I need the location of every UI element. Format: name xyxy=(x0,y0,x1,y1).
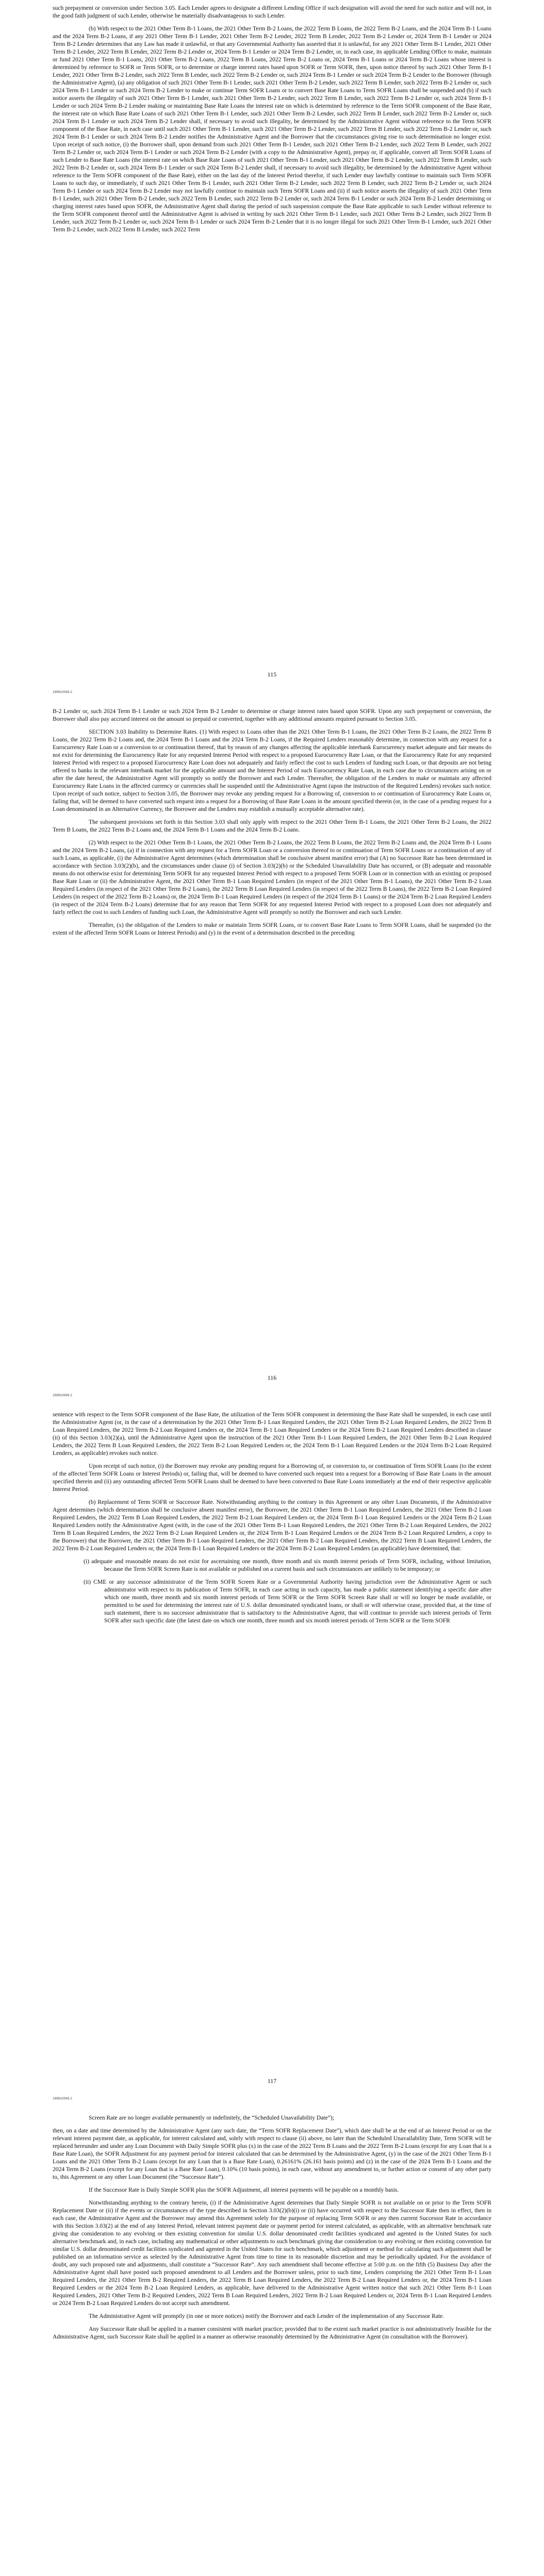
paragraph: (ii) CME or any successor administrator of the Term SOFR Screen Rate or a Governmental Authority having jurisdiction over the Administrative Agent or such administrator with respect to its publication of Term SOFR, in each case acting in such capacity, has made a public statement identifying a specific date after which one month, three month and six month interest periods of Term SOFR or the Term SOFR Screen Rate shall or will no longer be made available, or permitted to be used for determining the interest rate of U.S. dollar denominated syndicated loans, or shall or will otherwise cease, provided that, at the time of such statement, there is no successor administrator that is satisfactory to the Administrative Agent, that will continue to provide such interest periods of Term SOFR after such specific date (the latest date on which one month, three month and six month interest periods of Term SOFR or the Term SOFR xyxy=(84,1579,491,1624)
footer-doc-id: 199910049.2 xyxy=(53,690,72,694)
page-118 xyxy=(0,2110,544,2576)
footer-doc-id: 199910049.2 xyxy=(53,2097,72,2100)
paragraph: The Administrative Agent will promptly (in one or more notices) notify the Borrower and each Lender of the implementation of any Successor Rate. xyxy=(89,2313,444,2319)
paragraph: (i) adequate and reasonable means do not exist for ascertaining one month, three month and six month interest periods of Term SOFR, including, without limitation, because the Term SOFR Screen Rate is not available or published on a current basis and such circumstances are unlikely to be temporary; or xyxy=(84,1558,491,1572)
paragraph: (b) Replacement of Term SOFR or Successor Rate. Notwithstanding anything to the contrary in this Agreement or any other Loan Documents, if the Administrative Agent determines (which determination shall be conclusive absent manifest error), the Borrower, the 2021 Other Term B-1 Loan Required Lenders, the 2021 Other Term B-2 Loan Required Lenders, the 2022 Term B Loan Required Lenders, the 2022 Term B-2 Loan Required Lenders or, the 2024 Term B-1 Loan Required Lenders or the 2024 Term B-2 Loan Required Lenders notify the Administrative Agent (with, in the case of the 2021 Other Term B-1 Loan Required Lenders, the 2021 Other Term B-2 Loan Required Lenders, the 2022 Term B Loan Required Lenders, the 2022 Term B-2 Loan Required Lenders or, the 2024 Term B-1 Loan Required Lenders or the 2024 Term B-2 Loan Required Lenders, a copy to the Borrower) that the Borrower, the 2021 Other Term B-1 Loan Required Lenders, the 2021 Other Term B-2 Loan Required Lenders, the 2022 Term B Loan Required Lenders, the 2022 Term B-2 Loan Required Lenders or, the 2024 Term B-1 Loan Required Lenders or the 2024 Term B-2 Loan Required Lenders (as applicable) have determined, that: xyxy=(53,1499,491,1552)
footer-doc-id: 199910049.2 xyxy=(53,1394,72,1397)
paragraph: Any Successor Rate shall be applied in a manner consistent with market practice; provided that to the extent such market practice is not administratively feasible for the Administrative Agent, such Successor Rate shall be applied in a manner as otherwise reasonably determined by the Administrative Agent (in consultation with the Borrower). xyxy=(53,2326,491,2340)
paragraph: Thereafter, (x) the obligation of the Lenders to make or maintain Term SOFR Loans, or to convert Base Rate Loans to Term SOFR Loans, shall be suspended (to the extent of the affected Term SOFR Loans or Interest Periods) and (y) in the event of a determination described in the preceding xyxy=(53,922,491,936)
paragraph: (2) With respect to the 2021 Other Term B-1 Loans, the 2021 Other Term B-2 Loans, the 2022 Term B Loans, the 2022 Term B-2 Loans and, the 2024 Term B-1 Loans and the 2024 Term B-2 Loans, (a) if in connection with any request for a Term SOFR Loan or a conversion thereof to or continuation of Term SOFR Loans or a continuation of any of such Loans, as applicable, (i) the Administrative Agent determines (which determination shall be conclusive absent manifest error) that (A) no Successor Rate has been determined in accordance with Section 3.03(2)(b), and the circumstances under clause (i) of Section 3.03(2)(b) or the Scheduled Unavailability Date has occurred, or (B) adequate and reasonable means do not otherwise exist for determining Term SOFR for any requested Interest Period with respect to a proposed Term SOFR Loan or in connection with an existing or proposed Base Rate Loan or (ii) the Administrative Agent, the 2021 Other Term B-1 Loan Required Lenders (in respect of the 2021 Other Term B-1 Loans), the 2021 Other Term B-2 Loan Required Lenders (in respect of the 2021 Other Term B-2 Loans), the 2022 Term B Loan Required Lenders (in respect of the 2022 Term B Loans), the 2022 Term B-2 Loan Required Lenders (in respect of the 2022 Term B-2 Loans) or, the 2024 Term B-1 Loan Required Lenders (in respect of the 2024 Term B-1 Loans) or the 2024 Term B-2 Loan Required Lenders (in respect of the 2024 Term B-2 Loans) determine that for any reason that Term SOFR for any requested Interest Period with respect to a proposed Loan does not adequately and fairly reflect the cost to such Lenders of funding such Loan, the Administrative Agent will promptly so notify the Borrower and each such Lender. xyxy=(53,839,491,916)
page-number: 115 xyxy=(267,671,277,678)
paragraph: Upon receipt of such notice, (i) the Borrower may revoke any pending request for a Borrowing of, or conversion to, or continuation of Term SOFR Loans (to the extent of the affected Term SOFR Loans or Interest Periods) or, failing that, will be deemed to have converted such request into a request for a Borrowing of Base Rate Loans in the amount specified therein and (ii) any outstanding affected Term SOFR Loans shall be deemed to have been converted to Base Rate Loans immediately at the end of their respective applicable Interest Period. xyxy=(53,1463,491,1493)
paragraph: Notwithstanding anything to the contrary herein, (i) if the Administrative Agent determines that Daily Simple SOFR is not available on or prior to the Term SOFR Replacement Date or (ii) if the events or circumstances of the type described in Section 3.03(2)(b)(i) or (ii) have occurred with respect to the Successor Rate then in effect, then in each case, the Administrative Agent and the Borrower may amend this Agreement solely for the purpose of replacing Term SOFR or any then current Successor Rate in accordance with this Section 3.03(2) at the end of any Interest Period, relevant interest payment date or payment period for interest calculated, as applicable, with an alternative benchmark rate giving due consideration to any evolving or then existing convention for similar U.S. dollar denominated credit facilities syndicated and agented in the United States for such alternative benchmark and, in each case, including any mathematical or other adjustments to such benchmark giving due consideration to any evolving or then existing convention for similar U.S. dollar denominated credit facilities syndicated and agented in the United States for such benchmark, which adjustment or method for calculating such adjustment shall be published on an information service as selected by the Administrative Agent from time to time in its reasonable discretion and may be periodically updated. For the avoidance of doubt, any such proposed rate and adjustments, shall constitute a “Successor Rate”. Any such amendment shall become effective at 5:00 p.m. on the fifth (5) Business Day after the Administrative Agent shall have posted such proposed amendment to all Lenders and the Borrower unless, prior to such time, Lenders comprising the 2021 Other Term B-1 Loan Required Lenders, the 2021 Other Term B-2 Required Lenders, the 2022 Term B Loan Required Lenders, the 2022 Term B-2 Loan Required Lenders or, the 2024 Term B-1 Loan Required Lenders or the 2024 Term B-2 Loan Required Lenders, as applicable, have delivered to the Administrative Agent written notice that such 2021 Other Term B-1 Loan Required Lenders, 2021 Other Term B-2 Required Lenders, 2022 Term B Loan Required Lenders, 2022 Term B-2 Loan Required Lenders or, 2024 Term B-1 Loan Required Lenders or 2024 Term B-2 Loan Required Lenders do not accept such amendment. xyxy=(53,2199,491,2307)
page-number: 117 xyxy=(267,2077,277,2084)
paragraph: The subsequent provisions set forth in this Section 3.03 shall only apply with respect to the 2021 Other Term B-1 Loans, the 2021 Other Term B-2 Loans, the 2022 Term B Loans, the 2022 Term B-2 Loans and, the 2024 Term B-1 Loans and the 2024 Term B-2 Loans. xyxy=(53,819,491,833)
paragraph: (b) With respect to the 2021 Other Term B-1 Loans, the 2021 Other Term B-2 Loans, the 2022 Term B Loans, the 2022 Term B-2 Loans, and the 2024 Term B-1 Loans and the 2024 Term B-2 Loans, if any 2021 Other Term B-1 Lender, 2021 Other Term B-2 Lender, 2022 Term B Lender, 2022 Term B-2 Lender or, 2024 Term B-1 Lender or 2024 Term B-2 Lender determines that any Law has made it unlawful, or that any Governmental Authority has asserted that it is unlawful, for any 2021 Other Term B-1 Lender, 2021 Other Term B-2 Lender, 2022 Term B Lender, 2022 Term B-2 Lender or, 2024 Term B-1 Lender or 2024 Term B-2 Lender, or, in each case, its applicable Lending Office to make, maintain or fund 2021 Other Term B-1 Loans, 2021 Other Term B-2 Loans, 2022 Term B Loans, 2022 Term B-2 Loans or, 2024 Term B-1 Loans or 2024 Term B-2 Loans whose interest is determined by reference to SOFR or Term SOFR, or to determine or charge interest rates based upon SOFR or Term SOFR, then, upon notice thereof by such 2021 Other Term B-1 Lender, 2021 Other Term B-2 Lender, such 2022 Term B Lender, such 2022 Term B-2 Lender or, such 2024 Term B-1 Lender or such 2024 Term B-2 Lender to the Borrower (through the Administrative Agent), (a) any obligation of such 2021 Other Term B-1 Lender, such 2021 Other Term B-2 Lender, such 2022 Term B Lender, such 2022 Term B-2 Lender or, such 2024 Term B-1 Lender or such 2024 Term B-2 Lender to make or continue Term SOFR Loans or to convert Base Rate Loans to Term SOFR Loans shall be suspended and (b) if such notice asserts the illegality of such 2021 Other Term B-1 Lender, such 2021 Other Term B-2 Lender, such 2022 Term B Lender, such 2022 Term B-2 Lender or, such 2024 Term B-1 Lender or such 2024 Term B-2 Lender making or maintaining Base Rate Loans the interest rate on which is determined by reference to the Term SOFR component of the Base Rate, the interest rate on which Base Rate Loans of such 2021 Other Term B-1 Lender, such 2021 Other Term B-2 Lender, such 2022 Term B Lender, such 2022 Term B-2 Lender or, such 2024 Term B-1 Lender or such 2024 Term B-2 Lender shall, if necessary to avoid such illegality, be determined by the Administrative Agent without reference to the Term SOFR component of the Base Rate, in each case until such 2021 Other Term B-1 Lender, such 2021 Other Term B-2 Lender, such 2022 Term B Lender, such 2022 Term B-2 Lender or, such 2024 Term B-1 Lender or such 2024 Term B-2 Lender notifies the Administrative Agent and the Borrower that the circumstances giving rise to such determination no longer exist. Upon receipt of such notice, (i) the Borrower shall, upon demand from such 2021 Other Term B-1 Lender, such 2021 Other Term B-2 Lender, such 2022 Term B Lender, such 2022 Term B-2 Lender or, such 2024 Term B-1 Lender or such 2024 Term B-2 Lender (with a copy to the Administrative Agent), prepay or, if applicable, convert all Term SOFR Loans of such Lender to Base Rate Loans (the interest rate on which Base Rate Loans of such 2021 Other Term B-1 Lender, such 2021 Other Term B-2 Lender, such 2022 Term B Lender, such 2022 Term B-2 Lender or, such 2024 Term B-1 Lender or such 2024 Term B-2 Lender shall, if necessary to avoid such illegality, be determined by the Administrative Agent without reference to the Term SOFR component of the Base Rate), either on the last day of the Interest Period therefor, if such Lender may lawfully continue to maintain such Term SOFR Loans to such day, or immediately, if such 2021 Other Term B-1 Lender, such 2021 Other Term B-2 Lender, such 2022 Term B Lender, such 2022 Term B-2 Lender or, such 2024 Term B-1 Lender or such 2024 Term B-2 Lender may not lawfully continue to maintain such Term SOFR Loans and (ii) if such notice asserts the illegality of such 2021 Other Term B-1 Lender, such 2021 Other Term B-2 Lender, such 2022 Term B Lender, such 2022 Term B-2 Lender or, such 2024 Term B-1 Lender or such 2024 Term B-2 Lender determining or charging interest rates based upon SOFR, the Administrative Agent shall during the period of such suspension compute the Base Rate applicable to such Lender without reference to the Term SOFR component thereof until the Administrative Agent is advised in writing by such 2021 Other Term B-1 Lender, such 2021 Other Term B-2 Lender, such 2022 Term B Lender, such 2022 Term B-2 Lender or, such 2024 Term B-1 Lender or such 2024 Term B-2 Lender that it is no longer illegal for such 2021 Other Term B-1 Lender, such 2021 Other Term B-2 Lender, such 2022 Term B Lender, such 2022 Term xyxy=(53,25,491,233)
paragraph: then, on a date and time determined by the Administrative Agent (any such date, the “Term SOFR Replacement Date”), which date shall be at the end of an Interest Period or on the relevant interest payment date, as applicable, for interest calculated and, solely with respect to clause (ii) above, no later than the Scheduled Unavailability Date, Term SOFR will be replaced hereunder and under any Loan Document with Daily Simple SOFR plus (x) in the case of the 2022 Term B Loans and the 2022 Term B-2 Loans (except for any Loan that is a Base Rate Loan), the SOFR Adjustment for any payment period for interest calculated that can be determined by the Administrative Agent, (y) in the case of the 2021 Other Term B-1 Loans and the 2021 Other Term B-2 Loans (except for any Loan that is a Base Rate Loan), 0.26161% (26.161 basis points) and (z) in the case of the 2024 Term B-1 Loans and the 2024 Term B-2 Loans (except for any Loan that is a Base Rate Loan), 0.10% (10 basis points), in each case, without any amendment to, or further action or consent of any other party to, this Agreement or any other Loan Document (the “Successor Rate”). xyxy=(53,2127,491,2180)
paragraph: sentence with respect to the Term SOFR component of the Base Rate, the utilization of the Term SOFR component in determining the Base Rate shall be suspended, in each case until the Administrative Agent (or, in the case of a determination by the 2021 Other Term B-1 Loan Required Lenders, the 2021 Other Term B-2 Loan Required Lenders, the 2022 Term B Loan Required Lenders, the 2022 Term B-2 Loan Required Lenders or, the 2024 Term B-1 Loan Required Lenders or the 2024 Term B-2 Loan Required Lenders described in clause (ii) of this Section 3.03(2)(a), until the Administrative Agent upon the instruction of the 2021 Other Term B-1 Loan Required Lenders, the 2021 Other Term B-2 Loan Required Lenders, the 2022 Term B Loan Required Lenders, the 2022 Term B-2 Loan Required Lenders or, the 2024 Term B-1 Loan Required Lenders or the 2024 Term B-2 Loan Required Lenders, as applicable) revokes such notice. xyxy=(53,1411,491,1456)
page-116 xyxy=(0,703,544,1406)
paragraph: SECTION 3.03 Inability to Determine Rates. (1) With respect to Loans other than the 2021 Other Term B-1 Loans, the 2021 Other Term B-2 Loans, the 2022 Term B Loans, the 2022 Term B-2 Loans and, the 2024 Term B-1 Loans and the 2024 Term B-2 Loans, if the Required Lenders reasonably determine, in connection with any request for a Eurocurrency Rate Loan or a conversion to or continuation thereof, that by reason of any changes affecting the applicable interbank Eurocurrency market adequate and fair means do not exist for determining the Eurocurrency Rate for any requested Interest Period with respect to a proposed Eurocurrency Rate Loan, or that the Eurocurrency Rate for any requested Interest Period with respect to a proposed Eurocurrency Rate Loan does not adequately and fairly reflect the cost to such Lenders of funding such Loan, or that deposits are not being offered to banks in the relevant interbank market for the applicable amount and the Interest Period of such Eurocurrency Rate Loan, in each case due to circumstances arising on or after the date hereof, the Administrative Agent will promptly so notify the Borrower and each Lender. Thereafter, the obligation of the Lenders to make or maintain any affected Eurocurrency Rate Loans in the affected currency or currencies shall be suspended until the Administrative Agent (upon the instruction of the Required Lenders) revokes such notice. Upon receipt of such notice, subject to Section 3.05, the Borrower may revoke any pending request for a Borrowing of, conversion to or continuation of Eurocurrency Rate Loans or, failing that, will be deemed to have converted such request into a request for a Borrowing of Base Rate Loans in the amount specified therein (or, in the case of a pending request for a Loan denominated in an Alternative Currency, the Borrower and the Lenders may establish a mutually acceptable alternative rate). xyxy=(53,728,491,812)
paragraph: Screen Rate are no longer available permanently or indefinitely, the “Scheduled Unavailability Date”); xyxy=(89,2114,335,2121)
page-115 xyxy=(0,0,544,703)
page-number: 116 xyxy=(267,1374,277,1381)
page-117 xyxy=(0,1406,544,2110)
paragraph: such prepayment or conversion under Section 3.05. Each Lender agrees to designate a different Lending Office if such designation will avoid the need for such notice and will not, in the good faith judgment of such Lender, otherwise be materially disadvantageous to such Lender. xyxy=(53,5,491,19)
paragraph: If the Successor Rate is Daily Simple SOFR plus the SOFR Adjustment, all interest payments will be payable on a monthly basis. xyxy=(89,2187,399,2193)
paragraph: B-2 Lender or, such 2024 Term B-1 Lender or such 2024 Term B-2 Lender to determine or charge interest rates based upon SOFR. Upon any such prepayment or conversion, the Borrower shall also pay accrued interest on the amount so prepaid or converted, together with any additional amounts required pursuant to Section 3.05. xyxy=(53,708,491,722)
